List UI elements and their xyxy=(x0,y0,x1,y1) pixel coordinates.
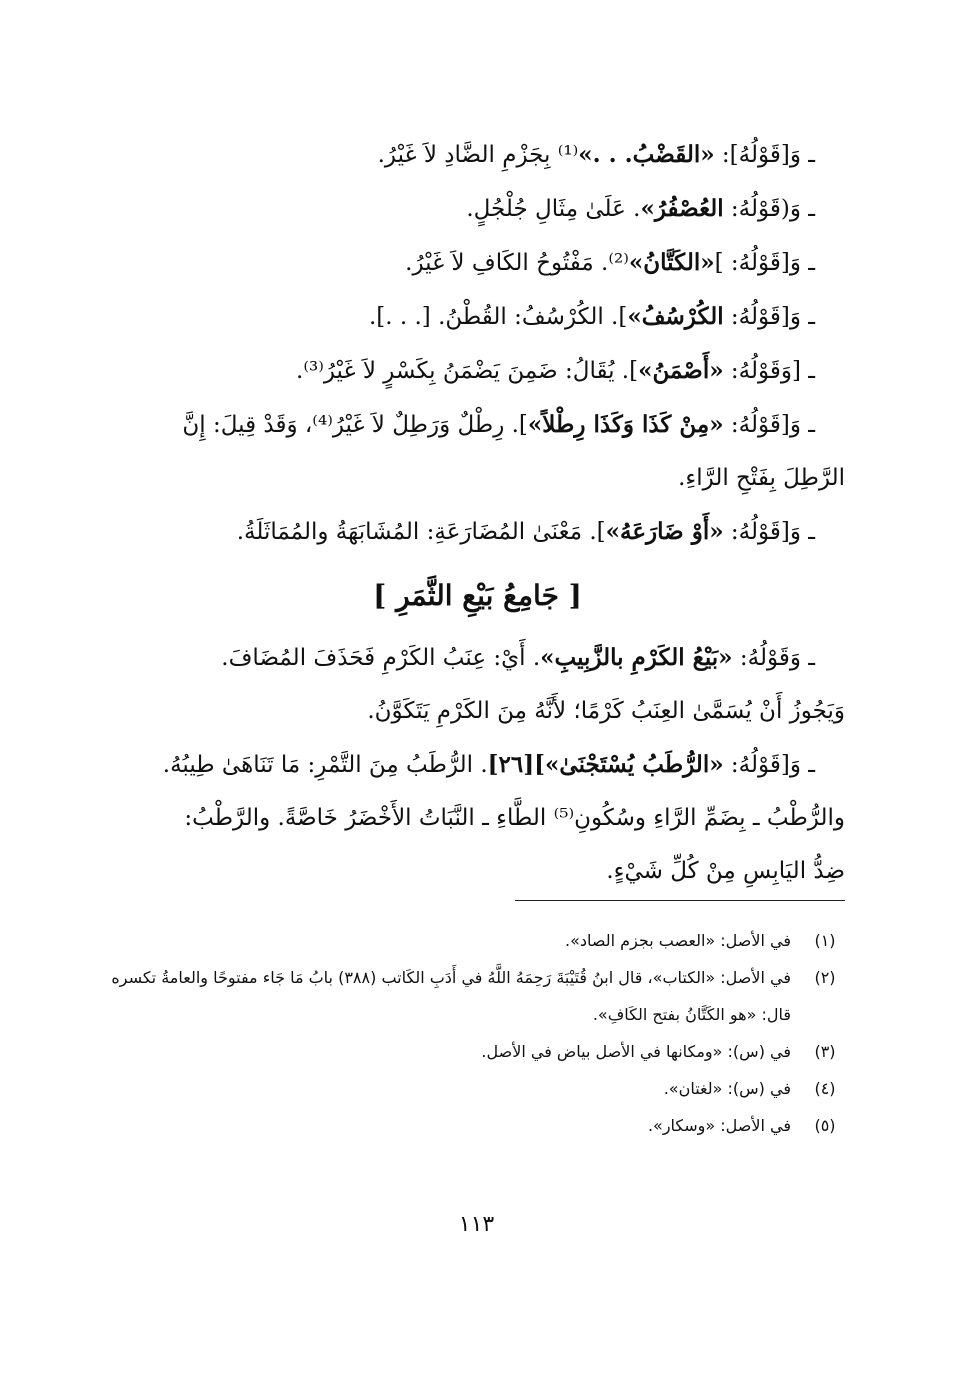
main-text xyxy=(110,128,845,898)
footnote-number: (٤) xyxy=(814,1079,836,1098)
entry-ritl xyxy=(110,398,845,452)
page-number: ١١٣ xyxy=(458,1212,495,1237)
entry-gloss: ⁽¹⁾ بِجَزْمِ الضَّادِ لاَ غَيْرُ. xyxy=(377,142,579,168)
entry-headword: «الرُّطَبُ يُسْتَجْنَىٰ»][٢٦] xyxy=(487,751,724,778)
entry-rutab xyxy=(110,738,845,792)
footnote-text: في الأصل: «العصب بجزم الصاد». xyxy=(565,931,791,950)
entry-headword: «أَوْ ضَارَعَهُ» xyxy=(605,518,724,545)
footnote-number: (٣) xyxy=(814,1042,836,1061)
entry-gloss: ]. يُقَالُ: ضَمِنَ يَضْمَنُ بِكَسْرٍ لاَ غَيْرُ⁽³⁾. xyxy=(296,358,639,384)
footnote-number: (٥) xyxy=(814,1116,836,1135)
footnote-text: في الأصل: «وسكار». xyxy=(647,1116,791,1135)
entry-gloss: ⁽²⁾. مَفْتُوحُ الكَافِ لاَ غَيْرُ. xyxy=(405,250,629,276)
entry-karm xyxy=(110,631,845,685)
footnote-4 xyxy=(110,1070,845,1107)
entry-lead: ـ وَ[قَوْلُهُ: xyxy=(723,304,815,330)
footnote-text: في (س): «لغتان». xyxy=(663,1079,791,1098)
footnote-2 xyxy=(110,959,845,1033)
entry-lead: ـ [وَقَوْلُهُ: xyxy=(723,358,815,384)
footnote-text: في الأصل: «الكتاب»، قال ابنُ قُتَيْبَةَ رَحِمَهُ اللَّهُ في أَدَبِ الكَاتب (٣٨٨) بابُ مَا جَاء مفتوحًا والعامةُ تكسره قال: «هو الكَتَّانُ بفتح الكَافِ». xyxy=(111,968,791,1024)
entry-gloss: ]. مَعْنَىٰ المُضَارَعَةِ: المُشَابَهَةُ والمُمَاثَلَةُ. xyxy=(236,519,606,545)
footnote-divider xyxy=(515,900,845,901)
entry-gloss: ]. الكُرْسُفُ: القُطْنُ. [. . .]. xyxy=(368,304,628,330)
footnote-number: (٢) xyxy=(814,968,836,987)
footnote-5 xyxy=(110,1107,845,1144)
entry-lead: ـ وَ[قَوْلُهُ: xyxy=(723,412,815,438)
entry-gloss: . عَلَىٰ مِثَالِ جُلْجُلٍ. xyxy=(466,196,641,222)
entry-usfur xyxy=(110,182,845,236)
footnotes xyxy=(110,922,845,1144)
entry-lead: ـ وَ(قَوْلُهُ: xyxy=(723,196,815,222)
footnote-number: (١) xyxy=(814,931,836,950)
entry-lead: ـ وَ[قَوْلُهُ]: xyxy=(714,142,815,168)
entry-gloss: ]. رِطْلٌ وَرَطِلٌ لاَ غَيْرُ⁽⁴⁾، وَقَدْ قِيلَ: إِنَّ xyxy=(182,412,528,438)
entry-lead: ـ وَ[قَوْلُهُ: ] xyxy=(714,250,815,276)
entry-kursuf xyxy=(110,290,845,344)
entry-headword: الكُرْسُفُ» xyxy=(627,303,724,330)
entry-kattan xyxy=(110,236,845,290)
entry-lead: ـ وَ[قَوْلُهُ: xyxy=(723,519,815,545)
entry-headword: «أَصْمَنُ» xyxy=(638,357,724,384)
entry-ritl-continuation: الرَّطِلَ بِفَتْحِ الرَّاءِ. xyxy=(678,465,845,491)
footnote-1 xyxy=(110,922,845,959)
entry-karm-continuation: وَيَجُوزُ أَنْ يُسَمَّىٰ العِنَبُ كَرْمًا؛ لأَنَّهُ مِنَ الكَرْمِ يَتَكَوَّنُ. xyxy=(367,698,845,724)
entry-headword: العُصْفُرُ» xyxy=(640,195,724,222)
entry-asman xyxy=(110,344,845,398)
entry-qadb xyxy=(110,128,845,182)
entry-rutab-continuation-1: والرُّطْبُ ـ بِضَمِّ الرَّاءِ وسُكُونِ⁽⁵⁾ الطَّاءِ ـ النَّبَاتُ الأَخْضَرُ خَاصَّةً. والرَّطْبُ: xyxy=(184,805,845,831)
entry-headword: «مِنْ كَذَا وَكَذَا رِطْلاً» xyxy=(527,411,724,438)
entry-headword: «الكَتَّانُ» xyxy=(628,249,715,276)
entry-gloss: . الرُّطَبُ مِنَ التَّمْرِ: مَا تَنَاهَىٰ طِيبُهُ. xyxy=(162,752,488,778)
footnote-text: في (س): «ومكانها في الأصل بياض في الأصل. xyxy=(481,1042,791,1061)
section-heading: [ جَامِعُ بَيْعِ الثَّمَرِ ] xyxy=(373,579,582,612)
footnote-3 xyxy=(110,1033,845,1070)
entry-rutab-continuation-2: ضِدُّ اليَابِسِ مِنْ كُلِّ شَيْءٍ. xyxy=(606,858,845,884)
entry-headword: «القَضْبُ. . .» xyxy=(578,141,715,168)
entry-gloss: . أَيْ: عِنَبُ الكَرْمِ فَحَذَفَ المُضَافَ. xyxy=(221,645,541,671)
entry-headword: «بَيْعُ الكَرْمِ بالزَّبِيبِ» xyxy=(540,644,733,671)
entry-lead: ـ وَقَوْلُهُ: xyxy=(732,645,815,671)
entry-daraahu xyxy=(110,505,845,559)
entry-lead: ـ وَ[قَوْلُهُ: xyxy=(723,752,815,778)
